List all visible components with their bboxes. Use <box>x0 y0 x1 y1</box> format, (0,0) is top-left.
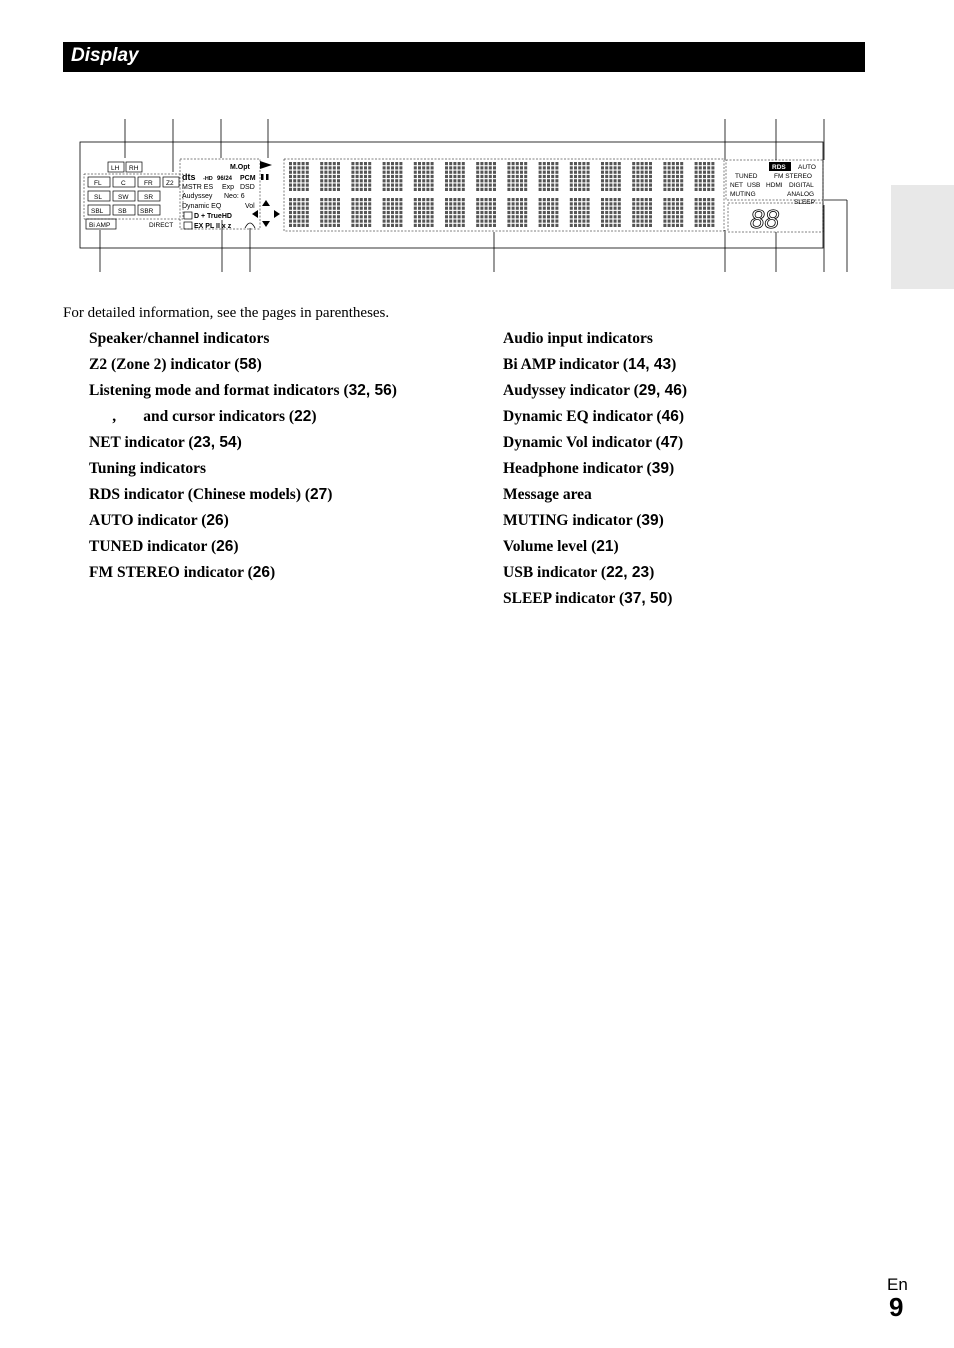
indicator-list-item <box>503 434 687 460</box>
page-reference-close: ) <box>671 356 677 373</box>
cursor-down-icon <box>262 221 270 227</box>
indicator-list-item <box>89 486 397 512</box>
volume-digits: 88 <box>750 204 779 234</box>
page-reference-close: ) <box>678 408 685 425</box>
dts-logo: dts <box>182 172 196 182</box>
indicator-list-item <box>89 382 397 408</box>
dts-hd-label: -HD <box>203 176 213 182</box>
page-reference-close: ) <box>613 538 619 555</box>
net-label: NET <box>730 182 743 189</box>
page-reference: 27 <box>310 486 328 503</box>
sr-label: SR <box>144 194 154 201</box>
page-reference: 47 <box>660 434 678 451</box>
page-reference: 37, 50 <box>624 590 668 607</box>
left-indicator-list <box>89 330 397 590</box>
indicator-name: Bi AMP indicator ( <box>503 356 629 373</box>
fl-label: FL <box>94 180 102 187</box>
section-title: Display <box>71 45 139 66</box>
cursor-right-icon <box>274 210 280 218</box>
indicator-name: Dynamic Vol indicator ( <box>503 434 661 451</box>
indicator-list-item <box>89 408 397 434</box>
indicator-name: Audyssey indicator ( <box>503 382 639 399</box>
auto-label: AUTO <box>798 164 816 171</box>
message-area <box>284 159 724 231</box>
indicator-name: Volume level ( <box>503 538 597 555</box>
indicator-list-item <box>89 460 397 486</box>
indicator-name: Dynamic EQ indicator ( <box>503 408 662 425</box>
indicator-name: Message area <box>503 486 592 503</box>
c-label: C <box>121 180 126 187</box>
page-reference: 26 <box>216 538 234 555</box>
indicator-list-item <box>89 564 397 590</box>
tuned-label: TUNED <box>735 173 758 180</box>
page-reference: 14, 43 <box>628 356 672 373</box>
indicator-name: Audio input indicators <box>503 330 653 347</box>
page-reference: 22 <box>294 408 312 425</box>
digital-label: DIGITAL <box>789 182 814 189</box>
page-reference-close: ) <box>223 512 229 529</box>
indicator-name: AUTO indicator ( <box>89 512 207 529</box>
display-diagram <box>62 110 862 280</box>
indicator-list-item <box>89 434 397 460</box>
indicator-list-item <box>503 330 687 356</box>
indicator-name: FM STEREO indicator ( <box>89 564 253 581</box>
indicator-name: RDS indicator (Chinese models) ( <box>89 486 311 503</box>
rh-label: RH <box>129 165 139 172</box>
page-reference-close: ) <box>681 382 688 399</box>
muting-label: MUTING <box>730 191 756 198</box>
rds-label: RDS <box>772 164 786 171</box>
page-reference-close: ) <box>391 382 397 399</box>
page-reference: 23, 54 <box>193 434 237 451</box>
right-indicator-list <box>503 330 687 616</box>
cursor-indicators <box>245 161 280 228</box>
page-reference: 21 <box>596 538 614 555</box>
intro-text: For detailed information, see the pages in parentheses. <box>63 305 390 321</box>
pause-icon <box>261 174 264 180</box>
dot-matrix-characters <box>289 162 714 227</box>
indicator-name: Z2 (Zone 2) indicator ( <box>89 356 240 373</box>
indicator-name: TUNED indicator ( <box>89 538 217 555</box>
usb-label: USB <box>747 182 761 189</box>
sbr-label: SBR <box>140 208 154 215</box>
indicator-list-item <box>89 356 397 382</box>
dplus-label: D + TrueHD <box>194 213 232 220</box>
indicator-list-item <box>503 512 687 538</box>
z2-label: Z2 <box>166 180 174 187</box>
fr-label: FR <box>144 180 153 187</box>
play-icon <box>260 161 272 169</box>
vol-label: Vol <box>245 203 255 210</box>
page-number: 9 <box>889 1292 904 1322</box>
indicator-name: Headphone indicator ( <box>503 460 652 477</box>
page-reference-close: ) <box>233 538 239 555</box>
page-reference: 58 <box>239 356 257 373</box>
lh-label: LH <box>111 165 120 172</box>
page-reference-close: ) <box>327 486 333 503</box>
indicator-list-item <box>503 564 687 590</box>
chapter-tab <box>891 185 954 289</box>
fmstereo-label: FM STEREO <box>774 173 812 180</box>
neo6-label: Neo: 6 <box>224 193 245 200</box>
exp-label: Exp <box>222 184 235 191</box>
analog-label: ANALOG <box>787 191 815 198</box>
language-code: En <box>887 1275 908 1294</box>
page-reference-close: ) <box>649 564 655 581</box>
indicator-list-item <box>503 486 687 512</box>
mstr-label: MSTR ES <box>182 184 214 191</box>
indicator-list-item <box>89 538 397 564</box>
indicator-name: SLEEP indicator ( <box>503 590 625 607</box>
indicator-list-item <box>503 460 687 486</box>
hdmi-label: HDMI <box>766 182 783 189</box>
page-reference: 26 <box>206 512 224 529</box>
sl-label: SL <box>94 194 102 201</box>
indicator-name: MUTING indicator ( <box>503 512 642 529</box>
indicator-name: USB indicator ( <box>503 564 607 581</box>
page-reference: 22, 23 <box>606 564 650 581</box>
sleep-label: SLEEP <box>794 199 815 206</box>
biamp-label: Bi AMP <box>89 222 111 229</box>
status-indicators <box>726 160 823 234</box>
mopt-label: M.Opt <box>230 164 250 171</box>
indicator-name: Speaker/channel indicators <box>89 330 270 347</box>
page-reference-close: ) <box>658 512 664 529</box>
headphone-icon <box>245 223 255 228</box>
page-reference-close: ) <box>311 408 317 425</box>
indicator-name: , and cursor indicators ( <box>89 408 295 425</box>
indicator-name: Listening mode and format indicators ( <box>89 382 349 399</box>
pcm-label: PCM <box>240 175 256 182</box>
cursor-up-icon <box>262 200 270 206</box>
indicator-list-item <box>89 330 397 356</box>
indicator-list-item <box>503 356 687 382</box>
format-indicators <box>180 159 260 230</box>
page-reference-close: ) <box>270 564 276 581</box>
cursor-left-icon <box>252 210 258 218</box>
indicator-list-item <box>503 538 687 564</box>
page-reference: 39 <box>651 460 669 477</box>
sb-label: SB <box>118 208 127 215</box>
indicator-list-item <box>89 512 397 538</box>
direct-label: DIRECT <box>149 222 174 229</box>
page-reference-close: ) <box>667 590 673 607</box>
dyneq-label: Dynamic EQ <box>182 203 222 210</box>
page-reference: 32, 56 <box>348 382 392 399</box>
page-reference-close: ) <box>256 356 262 373</box>
page-reference-close: ) <box>668 460 675 477</box>
sbl-label: SBL <box>91 208 104 215</box>
page-reference: 39 <box>641 512 659 529</box>
page-reference: 26 <box>252 564 271 581</box>
page-reference: 29, 46 <box>638 382 682 399</box>
audyssey-label: Audyssey <box>182 193 213 200</box>
page-reference: 46 <box>661 408 679 425</box>
indicator-list-item <box>503 590 687 616</box>
page-reference-close: ) <box>236 434 242 451</box>
expl-label: EX PL II x z <box>194 223 232 230</box>
indicator-list-item <box>503 408 687 434</box>
section-title-bar <box>63 42 865 72</box>
r9624-label: 96/24 <box>217 176 233 182</box>
indicator-name: NET indicator ( <box>89 434 194 451</box>
page-reference-close: ) <box>678 434 684 451</box>
indicator-name: Tuning indicators <box>89 460 207 477</box>
speaker-indicators <box>84 162 183 229</box>
indicator-list-item <box>503 382 687 408</box>
dsd-label: DSD <box>240 184 255 191</box>
sw-label: SW <box>118 194 129 201</box>
